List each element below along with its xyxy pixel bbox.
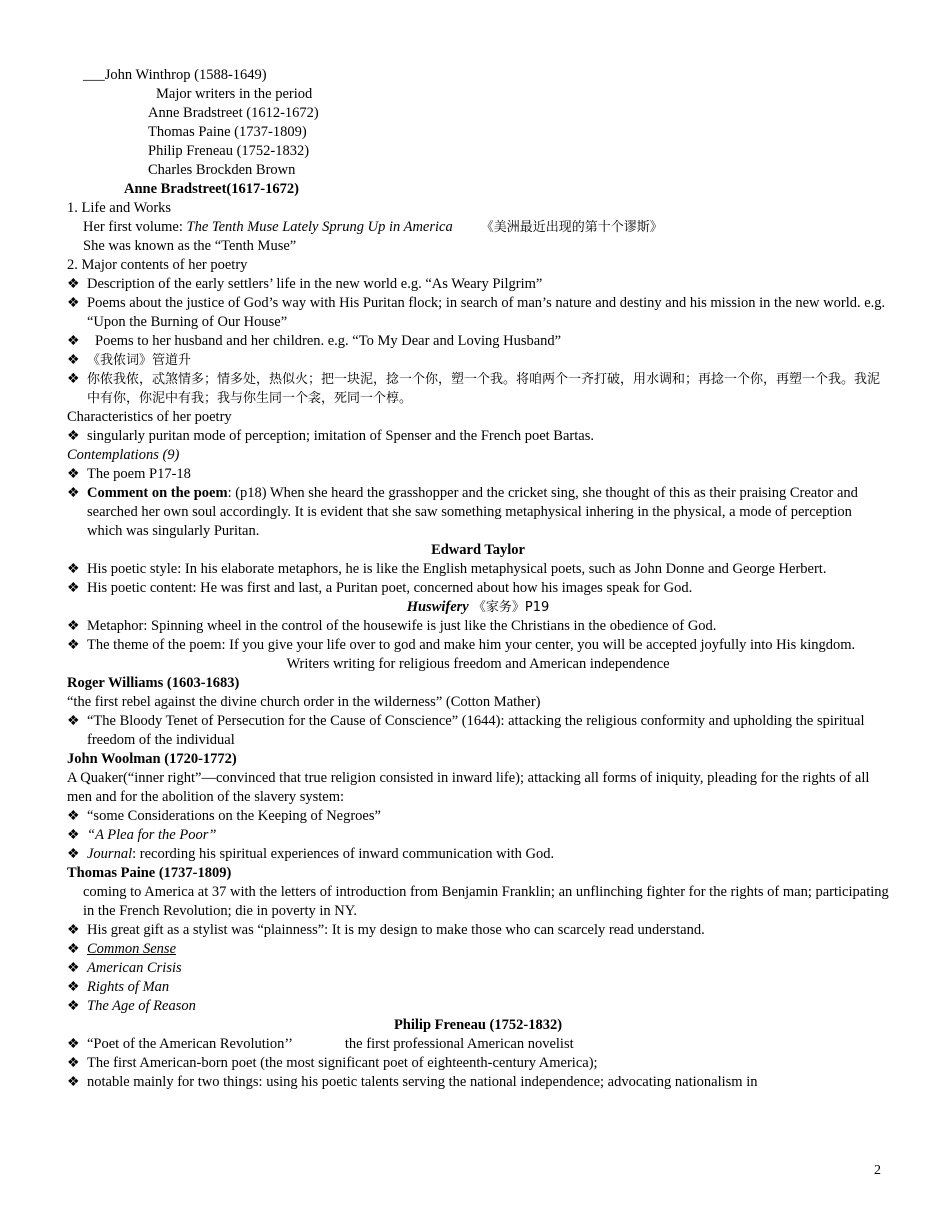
bullet-icon: ❖	[67, 923, 80, 938]
bradstreet-section-contents: 2. Major contents of her poetry	[67, 257, 248, 273]
bullet-item	[67, 484, 889, 541]
header-line-bradstreet: Anne Bradstreet (1612-1672)	[148, 105, 319, 121]
bullet-icon: ❖	[67, 714, 80, 729]
bradstreet-first-volume	[67, 218, 889, 237]
bullet-item	[67, 465, 889, 484]
bullet-icon: ❖	[67, 371, 80, 387]
first-volume-chinese: 《美洲最近出现的第十个谬斯》	[480, 220, 663, 235]
bullet-icon: ❖	[67, 277, 80, 292]
page-number: 2	[874, 1163, 881, 1178]
header-line-paine: Thomas Paine (1737-1809)	[148, 124, 307, 140]
bullet-icon: ❖	[67, 828, 80, 843]
freedom-section-heading: Writers writing for religious freedom and American independence	[286, 656, 670, 672]
williams-quote: “the first rebel against the divine church order in the wilderness” (Cotton Mather)	[67, 694, 541, 710]
woolman-heading: John Woolman (1720-1772)	[67, 751, 237, 767]
bullet-item	[67, 294, 889, 332]
williams-heading: Roger Williams (1603-1683)	[67, 675, 240, 691]
bullet-item	[67, 332, 889, 351]
bullet-item	[67, 560, 889, 579]
bullet-text: “The Bloody Tenet of Persecution for the Cause of Conscience” (1644): attacking the religious conformity and upholding the spiritual freedom of the individual	[87, 713, 865, 748]
bullet-text: His great gift as a stylist was “plainness”: It is my design to make those who can scarcely read understand.	[87, 922, 705, 938]
bullet-text: “Poet of the American Revolution’’	[87, 1036, 293, 1052]
bullet-icon: ❖	[67, 353, 80, 368]
bullet-icon: ❖	[67, 942, 80, 957]
bullet-icon: ❖	[67, 619, 80, 634]
bullet-icon: ❖	[67, 1056, 80, 1071]
bullet-text: notable mainly for two things: using his poetic talents serving the national independence; advocating nationalism in	[87, 1074, 758, 1090]
bullet-item	[67, 712, 889, 750]
bullet-item	[67, 275, 889, 294]
bullet-text: singularly puritan mode of perception; imitation of Spenser and the French poet Bartas.	[87, 428, 594, 444]
bullet-item	[67, 579, 889, 598]
bullet-text: 你侬我侬，忒煞情多；情多处，热似火；把一块泥，捻一个你，塑一个我。将咱两个一齐打破，用水调和；再捻一个你，再塑一个我。我泥中有你，你泥中有我；我与你生同一个衾，死同一个椁。	[87, 372, 881, 406]
bullet-text: 《我侬词》管道升	[87, 353, 192, 368]
bullet-text: Rights of Man	[87, 979, 170, 995]
bullet-icon: ❖	[67, 1075, 80, 1090]
bullet-icon: ❖	[67, 1037, 80, 1052]
paine-heading: Thomas Paine (1737-1809)	[67, 865, 232, 881]
bullet-icon: ❖	[67, 581, 80, 596]
bullet-icon: ❖	[67, 961, 80, 976]
bullet-icon: ❖	[67, 296, 80, 311]
bullet-text: The first American-born poet (the most significant poet of eighteenth-century America);	[87, 1055, 598, 1071]
huswifery-heading	[67, 598, 889, 617]
bullet-text: : (p18) When she heard the grasshopper and the cricket sing, she thought of this as their praising Creator and searched her own soul accordingly. It is evident that she saw something metaphysical inhering in the physical, a mode of perception which was singularly Puritan.	[87, 485, 858, 539]
huswifery-title: Huswifery	[406, 599, 469, 615]
bullet-item	[67, 636, 889, 655]
bullet-item	[67, 807, 889, 826]
header-line-winthrop: ___John Winthrop (1588-1649)	[83, 67, 267, 83]
bullet-icon: ❖	[67, 429, 80, 444]
huswifery-subtitle: 《家务》P19	[468, 600, 550, 615]
bullet-text: American Crisis	[87, 960, 182, 976]
bullet-text: : recording his spiritual experiences of inward communication with God.	[132, 846, 555, 862]
bullet-text: “A Plea for the Poor”	[87, 827, 217, 843]
bullet-icon: ❖	[67, 562, 80, 577]
bullet-item	[67, 351, 889, 370]
bullet-icon: ❖	[67, 980, 80, 995]
bullet-item	[67, 370, 889, 408]
bullet-text: His poetic content: He was first and last, a Puritan poet, concerned about how his images speak for God.	[87, 580, 693, 596]
characteristics-heading: Characteristics of her poetry	[67, 409, 232, 425]
bullet-text: The theme of the poem: If you give your life over to god and make him your center, you will be accepted joyfully into His kingdom.	[87, 637, 856, 653]
bullet-item	[67, 921, 889, 940]
bullet-item	[67, 959, 889, 978]
bullet-item	[67, 997, 889, 1016]
first-volume-title: The Tenth Muse Lately Sprung Up in America	[186, 219, 453, 235]
journal-title: Journal	[87, 846, 133, 862]
bullet-item	[67, 826, 889, 845]
bullet-icon: ❖	[67, 334, 80, 349]
bradstreet-section-life: 1. Life and Works	[67, 200, 172, 216]
bullet-text: Poems about the justice of God’s way with His Puritan flock; in search of man’s nature and destiny and his mission in the new world. e.g. “Upon the Burning of Our House”	[87, 295, 886, 330]
freneau-heading: Philip Freneau (1752-1832)	[393, 1017, 563, 1033]
bullet-text: The poem P17-18	[87, 466, 191, 482]
paine-description: coming to America at 37 with the letters of introduction from Benjamin Franklin; an unflinching fighter for the rights of man; participating in the French Revolution; die in poverty in NY.	[83, 884, 889, 919]
page-content	[67, 66, 889, 1092]
bullet-item	[67, 1035, 889, 1054]
woolman-description: A Quaker(“inner right”—convinced that true religion consisted in inward life); attacking all forms of iniquity, pleading for the rights of all men and for the abolition of the slavery system:	[67, 770, 870, 805]
bradstreet-known-as: She was known as the “Tenth Muse”	[83, 238, 297, 254]
bullet-text: Description of the early settlers’ life in the new world e.g. “As Weary Pilgrim”	[87, 276, 543, 292]
bullet-icon: ❖	[67, 809, 80, 824]
taylor-heading: Edward Taylor	[431, 542, 525, 558]
bullet-text-right: the first professional American novelist	[344, 1036, 574, 1052]
bullet-text: His poetic style: In his elaborate metaphors, he is like the English metaphysical poets, such as John Donne and George Herbert.	[87, 561, 827, 577]
bullet-text: The Age of Reason	[87, 998, 196, 1014]
bullet-text: “some Considerations on the Keeping of Negroes”	[87, 808, 381, 824]
header-line-freneau: Philip Freneau (1752-1832)	[148, 143, 310, 159]
bullet-item	[67, 845, 889, 864]
header-line-major-writers: Major writers in the period	[156, 86, 313, 102]
contemplations-heading: Contemplations (9)	[67, 447, 180, 463]
bradstreet-heading: Anne Bradstreet(1617-1672)	[124, 181, 299, 197]
bullet-item	[67, 617, 889, 636]
bullet-item	[67, 427, 889, 446]
bullet-icon: ❖	[67, 486, 80, 501]
bullet-text: Common Sense	[87, 941, 177, 957]
bullet-item	[67, 1054, 889, 1073]
bullet-icon: ❖	[67, 847, 80, 862]
bullet-item	[67, 1073, 889, 1092]
bullet-icon: ❖	[67, 467, 80, 482]
bullet-text: Metaphor: Spinning wheel in the control of the housewife is just like the Christians in the obedience of God.	[87, 618, 717, 634]
header-line-brown: Charles Brockden Brown	[148, 162, 296, 178]
bullet-icon: ❖	[67, 999, 80, 1014]
bullet-item	[67, 940, 889, 959]
comment-label: Comment on the poem	[87, 485, 228, 501]
first-volume-label: Her first volume:	[83, 219, 187, 235]
bullet-icon: ❖	[67, 638, 80, 653]
bullet-item	[67, 978, 889, 997]
bullet-text: Poems to her husband and her children. e.g. “To My Dear and Loving Husband”	[95, 333, 562, 349]
